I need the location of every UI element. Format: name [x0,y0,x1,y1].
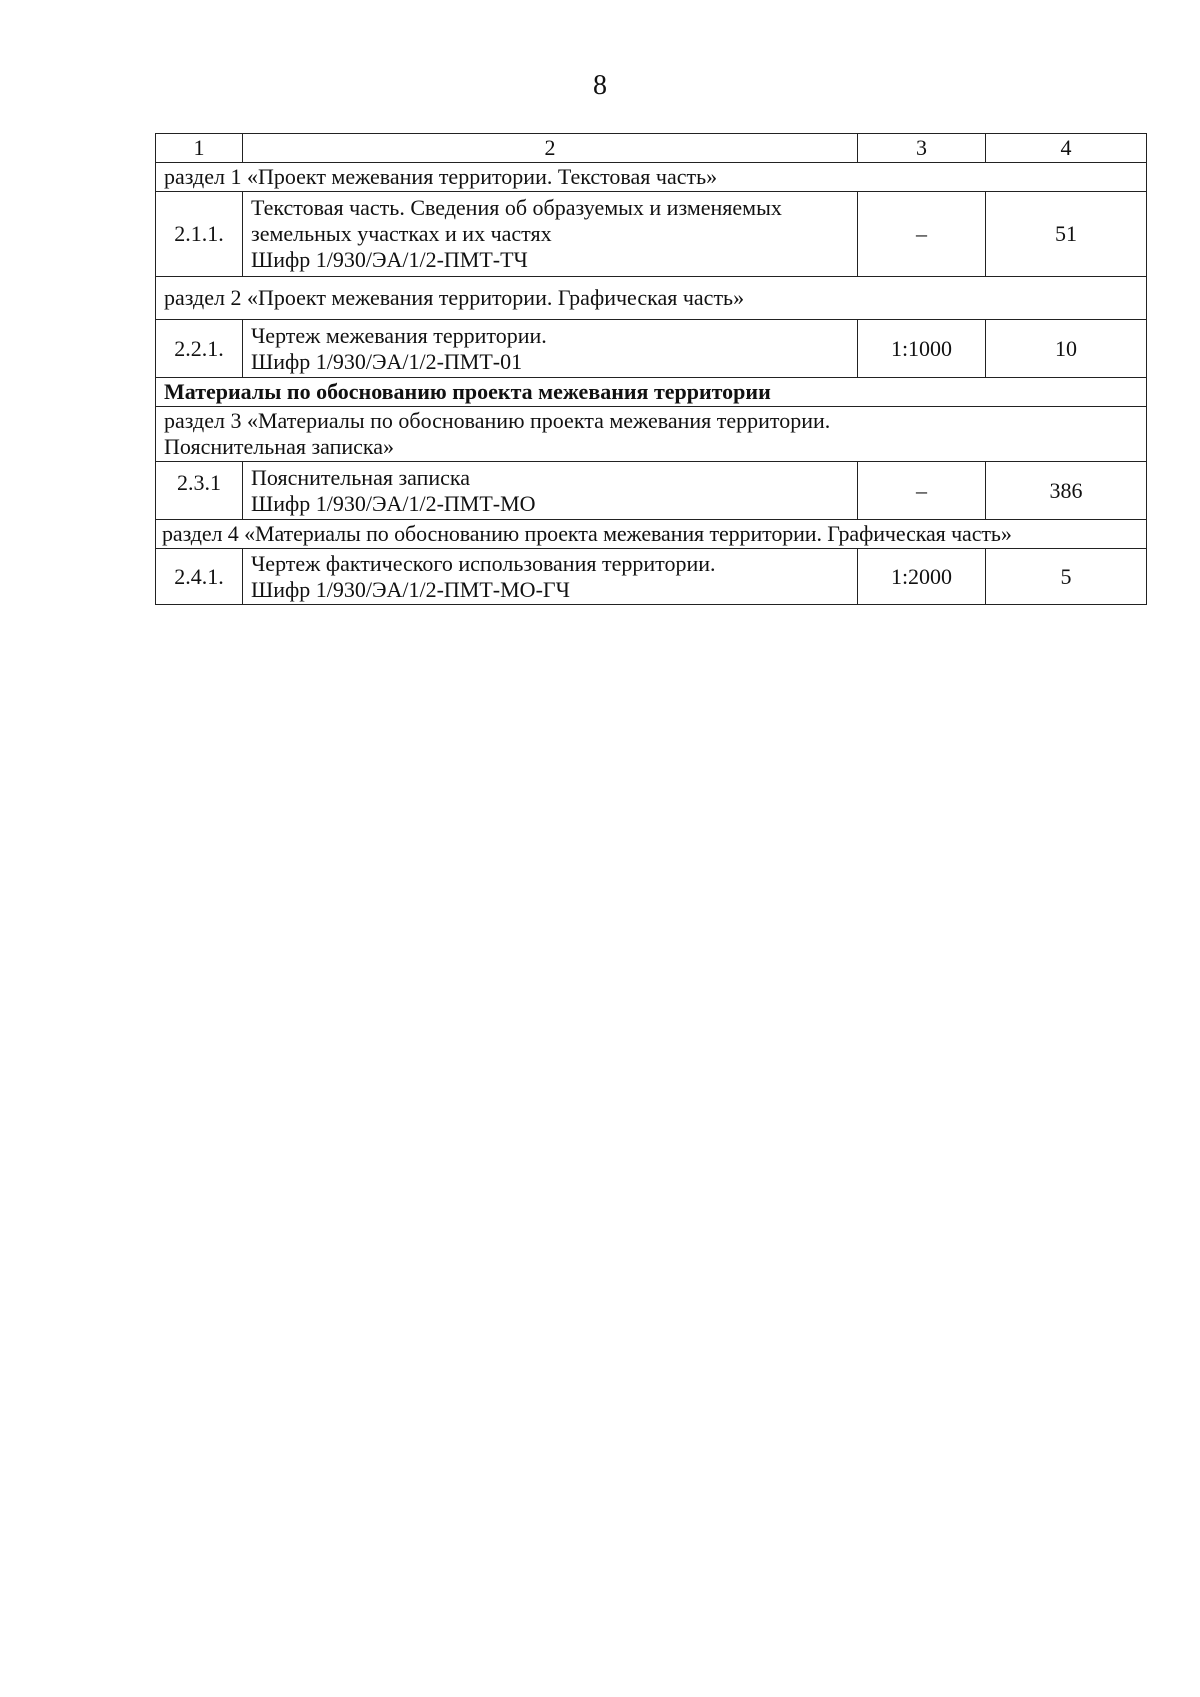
section-row-2 [156,277,1147,320]
table-row [156,192,1147,277]
row-description [243,320,858,378]
row-number: 2.2.1. [156,320,243,378]
row-sheets: 51 [986,192,1147,277]
cipher-line: Шифр 1/930/ЭА/1/2-ПМТ-МО-ГЧ [251,576,570,602]
row-number: 2.1.1. [156,192,243,277]
description-line: земельных участках и их частях [251,221,552,246]
section-title-3 [156,407,1147,462]
table-row [156,462,1147,520]
row-scale: 1:1000 [858,320,986,378]
description-line: Пояснительная записка [251,464,471,490]
materials-heading-row [156,378,1147,407]
row-description [243,192,858,277]
description-line: Текстовая часть. Сведения об образуемых и изменяемых [251,195,782,220]
section-title-line: раздел 3 «Материалы по обоснованию проекта межевания территории. [164,408,831,433]
section-row-3 [156,407,1147,462]
row-scale: – [858,192,986,277]
cipher-line: Шифр 1/930/ЭА/1/2-ПМТ-01 [251,348,523,374]
row-description [243,462,858,520]
table-row [156,320,1147,378]
row-sheets: 386 [986,462,1147,520]
materials-heading: Материалы по обоснованию проекта межевания территории [156,378,1147,407]
header-cell-1: 1 [156,134,243,163]
cipher-line: Шифр 1/930/ЭА/1/2-ПМТ-МО [251,490,536,516]
page-number: 8 [593,70,607,101]
row-number: 2.4.1. [156,549,243,605]
header-cell-4: 4 [986,134,1147,163]
row-sheets: 5 [986,549,1147,605]
section-title-2: раздел 2 «Проект межевания территории. Графическая часть» [156,277,1147,320]
table-row [156,549,1147,605]
row-number: 2.3.1 [156,462,243,520]
header-cell-2: 2 [243,134,858,163]
cipher-line: Шифр 1/930/ЭА/1/2-ПМТ-ТЧ [251,247,528,272]
description-line: Чертеж межевания территории. [251,322,547,348]
section-title-1: раздел 1 «Проект межевания территории. Текстовая часть» [156,163,1147,192]
row-sheets: 10 [986,320,1147,378]
row-scale: 1:2000 [858,549,986,605]
row-scale: – [858,462,986,520]
section-row-4 [156,520,1147,549]
header-cell-3: 3 [858,134,986,163]
section-title-4: раздел 4 «Материалы по обоснованию проекта межевания территории. Графическая часть» [156,520,1147,549]
section-title-line: Пояснительная записка» [164,434,395,459]
section-row-1 [156,163,1147,192]
document-table [155,133,1147,605]
description-line: Чертеж фактического использования территории. [251,550,716,576]
header-row [156,134,1147,163]
row-description [243,549,858,605]
